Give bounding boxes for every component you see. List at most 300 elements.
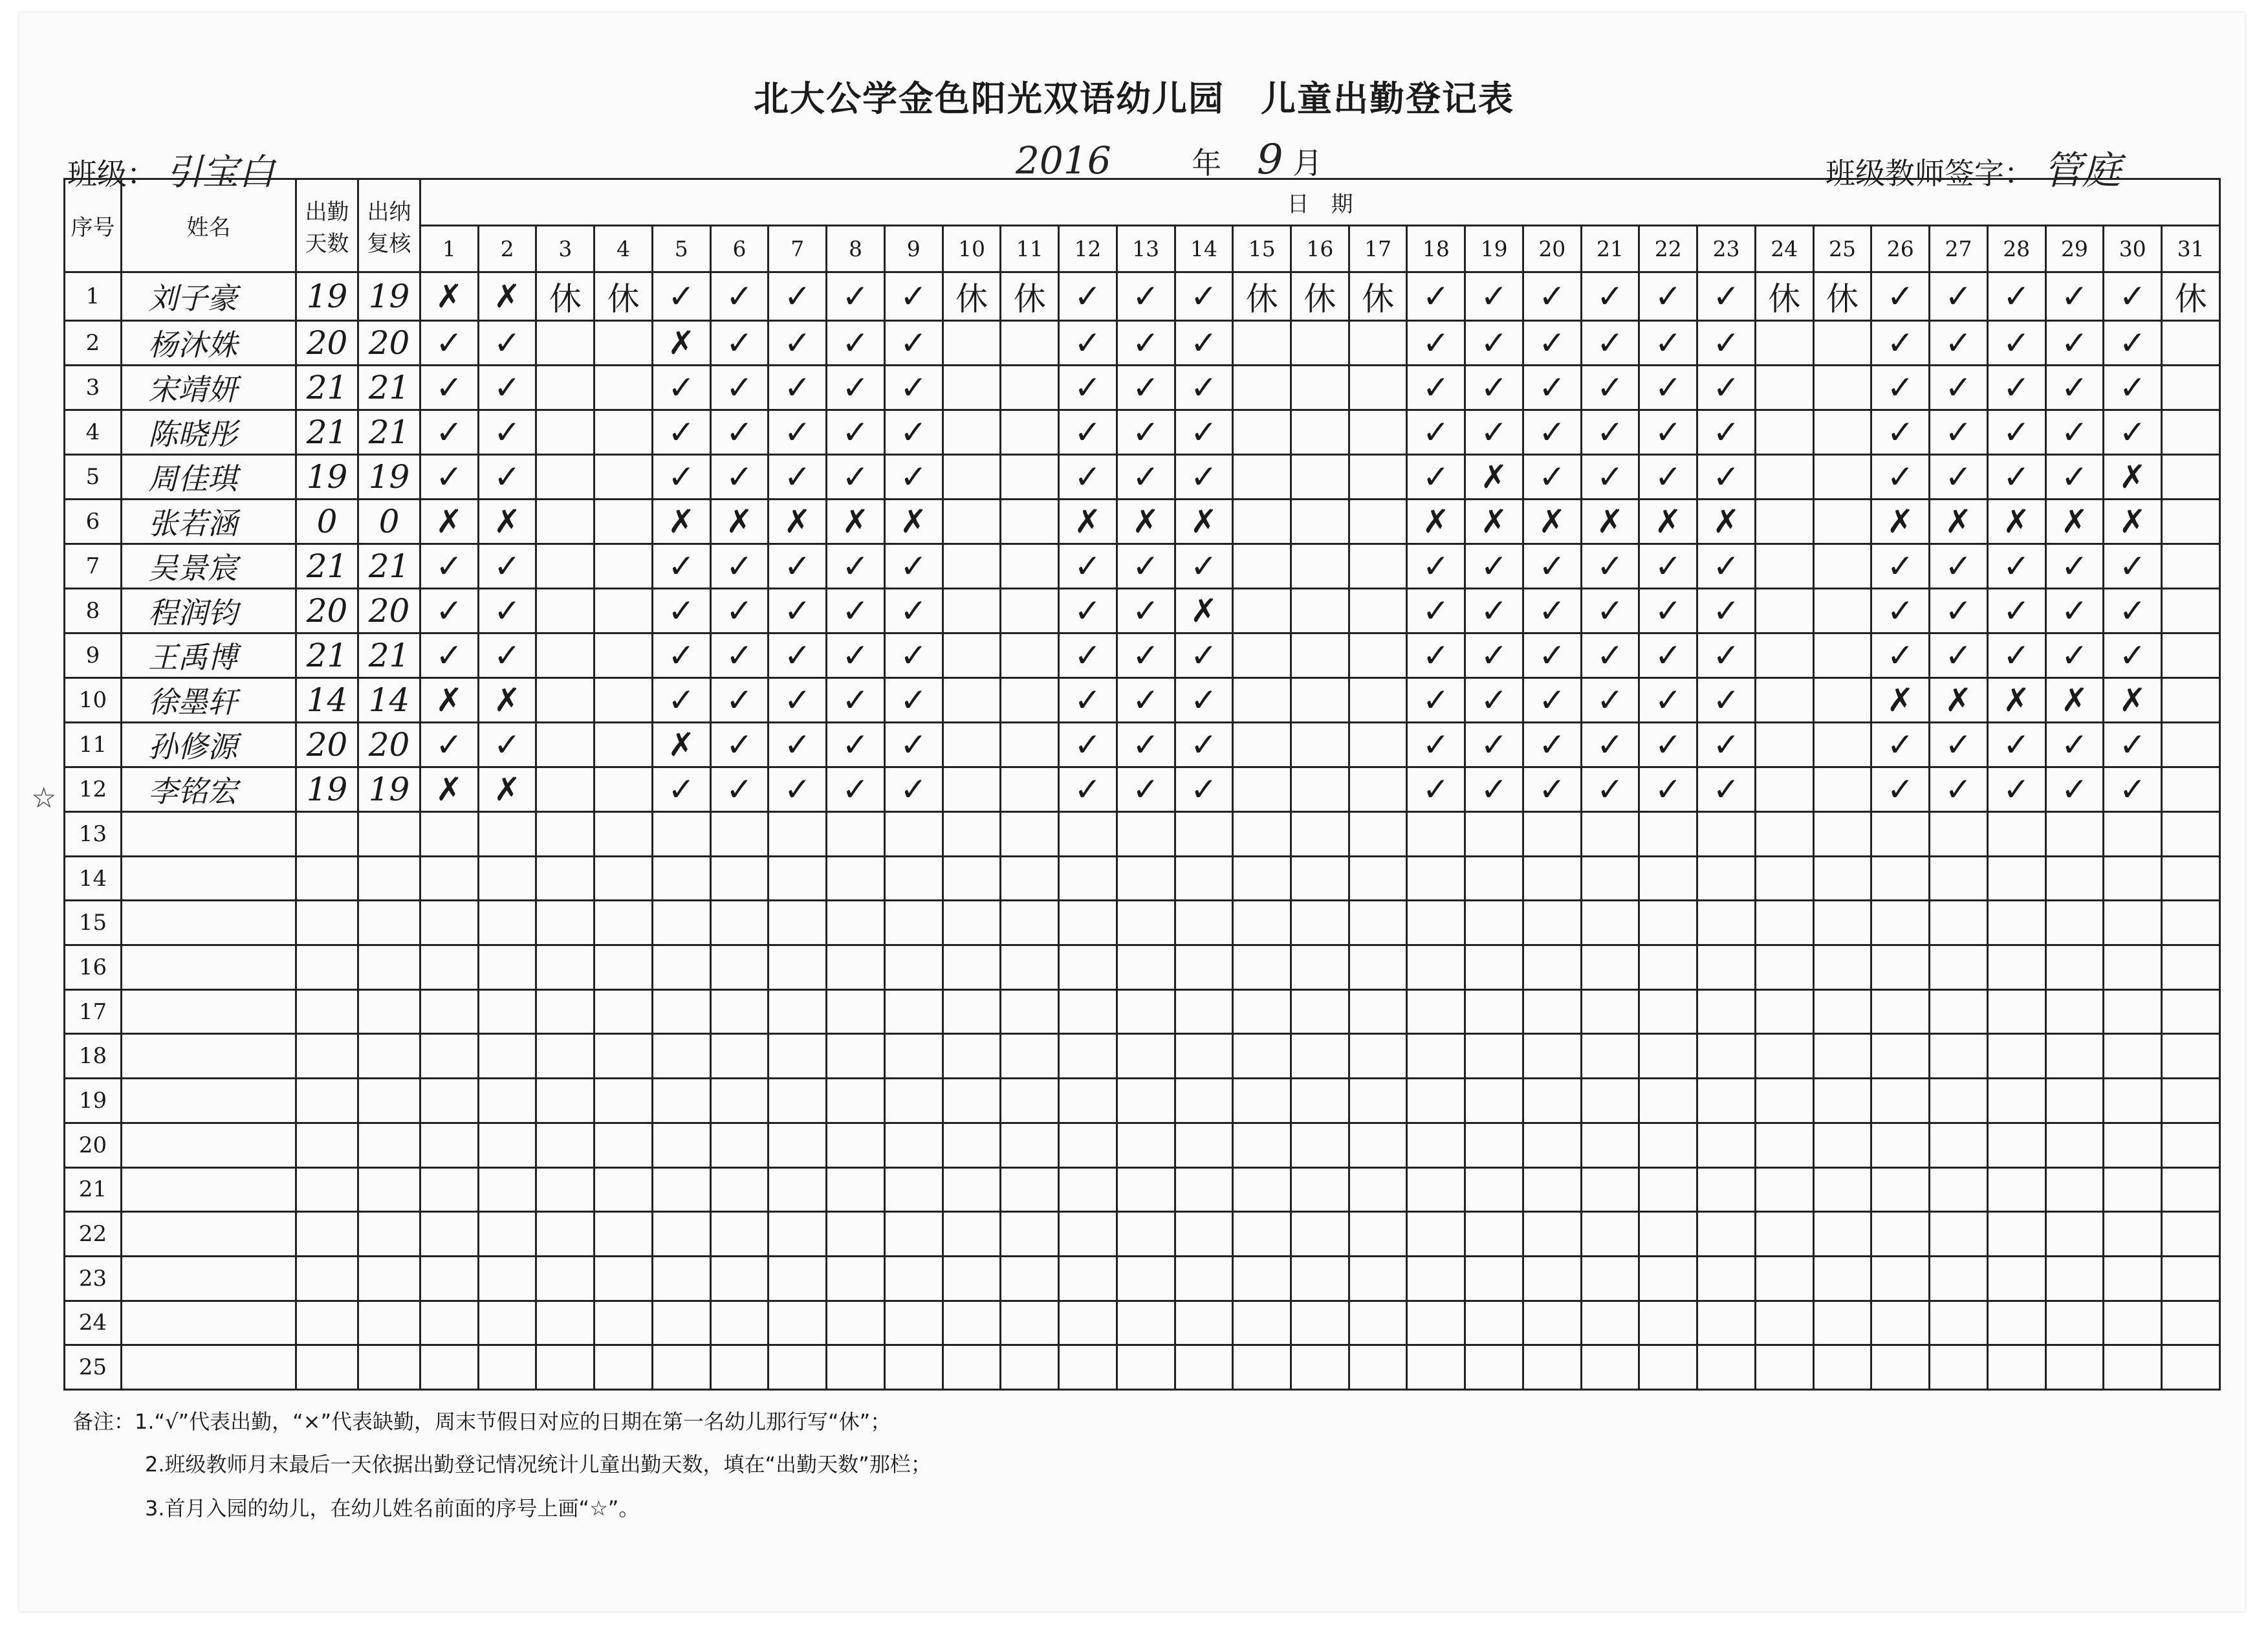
attendance-mark: ✓	[769, 678, 827, 723]
table-row	[65, 455, 2220, 500]
table-row	[65, 410, 2220, 455]
attendance-mark: ✓	[710, 633, 769, 678]
attendance-mark: ✓	[1059, 455, 1117, 500]
attendance-mark	[1523, 1212, 1581, 1257]
attendance-mark	[1291, 856, 1349, 901]
review-days	[358, 1123, 420, 1167]
attendance-mark	[1987, 1123, 2045, 1167]
attendance-mark: ✗	[1523, 500, 1581, 544]
attendance-mark	[652, 812, 710, 857]
attendance-mark	[1117, 1034, 1175, 1079]
attendance-mark	[1291, 1256, 1349, 1301]
attendance-mark: ✓	[1465, 321, 1523, 366]
attendance-mark: ✓	[769, 633, 827, 678]
attendance-mark	[478, 901, 536, 945]
row-index: 20	[65, 1123, 122, 1167]
attendance-mark: ✓	[420, 589, 479, 633]
attendance-mark	[1059, 812, 1117, 857]
attendance-mark	[1349, 1212, 1407, 1257]
row-index: 16	[65, 945, 122, 990]
attendance-days: 19	[296, 767, 358, 812]
attendance-mark: ✓	[1871, 544, 1930, 589]
attendance-mark: ✓	[1117, 767, 1175, 812]
attendance-mark	[943, 856, 1001, 901]
col-day-18: 18	[1407, 226, 1465, 272]
review-days: 14	[358, 678, 420, 723]
attendance-mark	[1291, 321, 1349, 366]
attendance-mark	[1871, 1345, 1930, 1390]
attendance-mark: ✗	[2045, 678, 2104, 723]
col-day-25: 25	[1813, 226, 1871, 272]
col-review-line1: 出纳	[367, 199, 411, 225]
review-days	[358, 989, 420, 1034]
attendance-mark	[652, 856, 710, 901]
attendance-mark: ✓	[1987, 544, 2045, 589]
attendance-mark	[536, 1301, 594, 1345]
attendance-mark	[1930, 1034, 1988, 1079]
attendance-mark	[1059, 945, 1117, 990]
child-name: 杨沐姝	[122, 321, 296, 366]
attendance-mark: ✓	[652, 544, 710, 589]
attendance-mark	[1755, 321, 1813, 366]
review-days: 19	[358, 272, 420, 321]
attendance-mark	[1930, 901, 1988, 945]
attendance-mark	[1059, 1034, 1117, 1079]
attendance-days: 21	[296, 366, 358, 410]
attendance-mark	[478, 1123, 536, 1167]
attendance-mark	[1291, 633, 1349, 678]
attendance-mark: ✓	[1581, 410, 1639, 455]
attendance-mark	[1233, 500, 1291, 544]
attendance-mark	[2162, 1034, 2220, 1079]
col-day-10: 10	[943, 226, 1001, 272]
attendance-mark	[1697, 945, 1756, 990]
attendance-mark	[652, 1167, 710, 1212]
attendance-mark: ✓	[1465, 410, 1523, 455]
attendance-mark	[884, 1123, 943, 1167]
attendance-mark	[1755, 500, 1813, 544]
attendance-mark: ✓	[1987, 321, 2045, 366]
attendance-mark	[594, 1079, 653, 1123]
attendance-days: 21	[296, 410, 358, 455]
attendance-mark	[1291, 901, 1349, 945]
attendance-mark: ✓	[1930, 723, 1988, 767]
attendance-mark: ✓	[1930, 589, 1988, 633]
attendance-mark	[594, 1123, 653, 1167]
table-row	[65, 272, 2220, 321]
attendance-mark	[594, 856, 653, 901]
col-day-30: 30	[2104, 226, 2162, 272]
attendance-mark	[1001, 812, 1059, 857]
attendance-mark	[1465, 1345, 1523, 1390]
attendance-mark	[594, 989, 653, 1034]
attendance-mark: ✓	[1639, 589, 1697, 633]
attendance-mark: ✗	[478, 767, 536, 812]
attendance-mark: ✓	[884, 767, 943, 812]
year-value: 2016	[1016, 138, 1111, 182]
attendance-mark: ✓	[710, 321, 769, 366]
attendance-mark	[1001, 767, 1059, 812]
attendance-mark	[2104, 1345, 2162, 1390]
review-days	[358, 1345, 420, 1390]
attendance-mark: ✓	[1407, 321, 1465, 366]
attendance-mark	[1233, 1079, 1291, 1123]
attendance-mark	[1930, 1212, 1988, 1257]
attendance-mark	[943, 1167, 1001, 1212]
attendance-mark: ✗	[478, 272, 536, 321]
attendance-mark	[420, 1212, 479, 1257]
attendance-mark	[1291, 1212, 1349, 1257]
attendance-mark: ✓	[1117, 589, 1175, 633]
attendance-mark: ✓	[1175, 321, 1233, 366]
attendance-mark	[1233, 1345, 1291, 1390]
attendance-mark	[943, 945, 1001, 990]
attendance-mark: ✓	[1697, 366, 1756, 410]
attendance-mark	[769, 1167, 827, 1212]
row-index: 21	[65, 1167, 122, 1212]
attendance-mark: ✓	[884, 321, 943, 366]
attendance-mark	[1349, 856, 1407, 901]
attendance-mark: ✓	[1059, 544, 1117, 589]
attendance-mark	[1175, 901, 1233, 945]
row-index: 9	[65, 633, 122, 678]
attendance-mark	[1349, 945, 1407, 990]
attendance-mark	[2162, 1079, 2220, 1123]
attendance-mark: ✓	[1581, 767, 1639, 812]
attendance-mark	[1407, 1034, 1465, 1079]
attendance-mark: ✓	[827, 767, 885, 812]
attendance-mark: ✗	[2045, 500, 2104, 544]
attendance-mark	[1175, 1123, 1233, 1167]
attendance-mark: ✗	[1175, 500, 1233, 544]
teacher-label: 班级教师签字：	[1826, 156, 2034, 191]
attendance-mark	[1407, 1123, 1465, 1167]
attendance-mark	[1349, 1034, 1407, 1079]
attendance-mark	[1755, 366, 1813, 410]
attendance-mark: ✓	[478, 366, 536, 410]
attendance-mark	[827, 1123, 885, 1167]
attendance-mark: ✓	[1639, 455, 1697, 500]
attendance-mark	[1291, 500, 1349, 544]
attendance-mark: ✓	[1987, 455, 2045, 500]
attendance-mark: ✓	[2104, 366, 2162, 410]
attendance-mark: ✗	[1987, 500, 2045, 544]
attendance-mark: ✓	[710, 589, 769, 633]
attendance-mark	[2045, 1212, 2104, 1257]
attendance-mark: ✓	[1871, 410, 1930, 455]
attendance-mark	[1523, 1079, 1581, 1123]
attendance-mark	[1755, 678, 1813, 723]
attendance-mark	[943, 1301, 1001, 1345]
attendance-mark: ✓	[884, 633, 943, 678]
attendance-mark	[1987, 1034, 2045, 1079]
table-row	[65, 812, 2220, 857]
attendance-mark	[1813, 1079, 1871, 1123]
attendance-mark	[1987, 1256, 2045, 1301]
attendance-mark: ✓	[1117, 366, 1175, 410]
attendance-mark: ✓	[1523, 455, 1581, 500]
attendance-mark: ✓	[1697, 723, 1756, 767]
row-index: 3	[65, 366, 122, 410]
col-day-24: 24	[1755, 226, 1813, 272]
attendance-mark	[536, 901, 594, 945]
col-day-5: 5	[652, 226, 710, 272]
attendance-mark	[1001, 410, 1059, 455]
attendance-mark	[1407, 1256, 1465, 1301]
attendance-mark: ✓	[1987, 410, 2045, 455]
attendance-mark	[1175, 1079, 1233, 1123]
review-days: 21	[358, 366, 420, 410]
attendance-mark	[1233, 767, 1291, 812]
attendance-mark	[1291, 812, 1349, 857]
child-name	[122, 812, 296, 857]
row-index: 23	[65, 1256, 122, 1301]
attendance-mark	[1291, 989, 1349, 1034]
attendance-mark	[1291, 1034, 1349, 1079]
attendance-mark	[769, 1345, 827, 1390]
attendance-mark: ✓	[1581, 633, 1639, 678]
date-field	[1016, 136, 1322, 184]
attendance-mark: ✓	[884, 272, 943, 321]
col-attendance-days	[296, 179, 358, 272]
attendance-mark	[478, 1345, 536, 1390]
attendance-mark	[594, 1167, 653, 1212]
col-day-3: 3	[536, 226, 594, 272]
child-name: 宋靖妍	[122, 366, 296, 410]
attendance-mark	[1001, 989, 1059, 1034]
attendance-mark: ✓	[1175, 272, 1233, 321]
attendance-mark: ✓	[710, 723, 769, 767]
attendance-mark	[1523, 1301, 1581, 1345]
attendance-mark	[1233, 945, 1291, 990]
col-day-22: 22	[1639, 226, 1697, 272]
note-line-2: 2.班级教师月末最后一天依据出勤登记情况统计儿童出勤天数，填在“出勤天数”那栏；	[145, 1452, 932, 1477]
attendance-mark	[1001, 633, 1059, 678]
attendance-mark	[594, 633, 653, 678]
attendance-mark	[1233, 1256, 1291, 1301]
attendance-mark	[536, 1256, 594, 1301]
attendance-mark	[1697, 812, 1756, 857]
attendance-days: 20	[296, 321, 358, 366]
attendance-mark: ✓	[1465, 633, 1523, 678]
attendance-mark	[478, 812, 536, 857]
row-index: 24	[65, 1301, 122, 1345]
row-index: 18	[65, 1034, 122, 1079]
attendance-mark	[1813, 901, 1871, 945]
attendance-mark: ✓	[2045, 410, 2104, 455]
row-index: 13	[65, 812, 122, 857]
attendance-mark: ✓	[1581, 678, 1639, 723]
attendance-mark: ✓	[710, 455, 769, 500]
attendance-mark	[1349, 1167, 1407, 1212]
attendance-mark	[1813, 1212, 1871, 1257]
child-name	[122, 1123, 296, 1167]
attendance-mark	[1001, 856, 1059, 901]
attendance-mark: ✓	[1117, 455, 1175, 500]
attendance-mark: ✓	[710, 678, 769, 723]
attendance-mark	[769, 1079, 827, 1123]
col-day-31: 31	[2162, 226, 2220, 272]
attendance-mark: ✓	[1871, 321, 1930, 366]
attendance-mark	[594, 1212, 653, 1257]
attendance-table	[63, 178, 2221, 1391]
attendance-mark	[943, 989, 1001, 1034]
table-row	[65, 678, 2220, 723]
attendance-mark	[1291, 589, 1349, 633]
attendance-mark: 休	[1233, 272, 1291, 321]
attendance-mark	[1755, 633, 1813, 678]
attendance-mark: ✓	[2104, 589, 2162, 633]
attendance-mark	[1871, 1301, 1930, 1345]
attendance-mark	[1233, 1123, 1291, 1167]
attendance-mark: ✓	[1871, 589, 1930, 633]
row-index: 12	[65, 767, 122, 812]
attendance-mark	[1639, 1256, 1697, 1301]
attendance-mark	[1639, 989, 1697, 1034]
review-days: 21	[358, 633, 420, 678]
attendance-mark: ✓	[420, 723, 479, 767]
attendance-mark: ✗	[1059, 500, 1117, 544]
attendance-mark	[1291, 455, 1349, 500]
attendance-mark: ✗	[478, 678, 536, 723]
col-day-16: 16	[1291, 226, 1349, 272]
attendance-mark: ✓	[652, 678, 710, 723]
attendance-mark: ✓	[1930, 272, 1988, 321]
attendance-mark	[769, 1212, 827, 1257]
attendance-mark: ✗	[1639, 500, 1697, 544]
attendance-mark	[1697, 1212, 1756, 1257]
attendance-mark	[478, 1034, 536, 1079]
attendance-mark	[769, 856, 827, 901]
table-row	[65, 1212, 2220, 1257]
attendance-mark	[2162, 1345, 2220, 1390]
attendance-mark	[1871, 1079, 1930, 1123]
attendance-mark	[1639, 856, 1697, 901]
attendance-mark: ✓	[1465, 767, 1523, 812]
attendance-mark	[1001, 455, 1059, 500]
child-name: 程润钧	[122, 589, 296, 633]
attendance-mark	[1465, 1167, 1523, 1212]
review-days: 20	[358, 723, 420, 767]
attendance-mark: ✓	[1930, 544, 1988, 589]
table-row	[65, 1167, 2220, 1212]
attendance-mark	[2162, 856, 2220, 901]
attendance-mark	[769, 901, 827, 945]
review-days	[358, 901, 420, 945]
attendance-days: 20	[296, 723, 358, 767]
attendance-mark	[536, 366, 594, 410]
attendance-mark	[420, 1256, 479, 1301]
attendance-mark	[1407, 945, 1465, 990]
attendance-days	[296, 1034, 358, 1079]
attendance-mark	[1813, 321, 1871, 366]
attendance-mark: ✓	[1639, 723, 1697, 767]
attendance-mark	[1233, 812, 1291, 857]
attendance-mark: ✓	[1059, 321, 1117, 366]
attendance-mark	[536, 544, 594, 589]
attendance-mark	[1233, 633, 1291, 678]
review-days: 21	[358, 544, 420, 589]
attendance-mark	[769, 1123, 827, 1167]
attendance-mark: ✓	[827, 633, 885, 678]
attendance-mark	[827, 901, 885, 945]
attendance-mark	[1117, 945, 1175, 990]
attendance-mark	[536, 678, 594, 723]
attendance-mark: ✓	[710, 767, 769, 812]
attendance-mark	[478, 1301, 536, 1345]
attendance-mark: ✗	[1407, 500, 1465, 544]
attendance-mark	[1639, 1167, 1697, 1212]
attendance-mark: ✓	[2104, 321, 2162, 366]
attendance-mark	[1291, 410, 1349, 455]
attendance-mark: ✓	[1523, 723, 1581, 767]
attendance-mark	[1175, 989, 1233, 1034]
child-name	[122, 856, 296, 901]
attendance-mark: ✓	[1639, 272, 1697, 321]
attendance-mark: ✓	[1117, 544, 1175, 589]
attendance-mark	[420, 901, 479, 945]
attendance-mark	[1581, 945, 1639, 990]
attendance-mark	[1233, 1034, 1291, 1079]
table-row	[65, 1079, 2220, 1123]
attendance-mark	[1639, 1345, 1697, 1390]
attendance-mark	[1117, 1256, 1175, 1301]
attendance-mark	[769, 1301, 827, 1345]
attendance-mark	[2045, 1167, 2104, 1212]
attendance-mark	[884, 901, 943, 945]
attendance-mark	[1755, 544, 1813, 589]
attendance-mark	[1813, 945, 1871, 990]
col-day-28: 28	[1987, 226, 2045, 272]
attendance-mark	[2104, 1256, 2162, 1301]
attendance-mark: ✓	[1175, 723, 1233, 767]
attendance-days	[296, 1256, 358, 1301]
child-name	[122, 989, 296, 1034]
attendance-mark	[2162, 678, 2220, 723]
attendance-mark: ✓	[1697, 272, 1756, 321]
row-index: 15	[65, 901, 122, 945]
attendance-mark	[1813, 366, 1871, 410]
attendance-mark	[1465, 989, 1523, 1034]
attendance-mark	[1001, 1345, 1059, 1390]
attendance-mark: ✓	[1930, 366, 1988, 410]
attendance-mark	[594, 455, 653, 500]
attendance-mark	[1291, 1345, 1349, 1390]
attendance-mark	[1581, 989, 1639, 1034]
attendance-mark	[594, 678, 653, 723]
attendance-mark	[1930, 1301, 1988, 1345]
attendance-mark	[1349, 812, 1407, 857]
attendance-mark: ✓	[827, 272, 885, 321]
attendance-mark: ✓	[1639, 678, 1697, 723]
attendance-mark: ✓	[1697, 678, 1756, 723]
attendance-mark	[943, 410, 1001, 455]
attendance-mark	[652, 1034, 710, 1079]
attendance-mark: ✓	[420, 633, 479, 678]
child-name: 孙修源	[122, 723, 296, 767]
attendance-mark	[1987, 901, 2045, 945]
attendance-mark	[536, 856, 594, 901]
review-days	[358, 1167, 420, 1212]
attendance-mark: ✓	[710, 544, 769, 589]
attendance-mark	[2162, 945, 2220, 990]
table-row	[65, 1301, 2220, 1345]
col-attendance-days-line1: 出勤	[305, 199, 349, 225]
attendance-mark	[1755, 455, 1813, 500]
attendance-mark	[884, 989, 943, 1034]
attendance-mark: ✓	[652, 767, 710, 812]
attendance-mark: ✓	[1175, 366, 1233, 410]
